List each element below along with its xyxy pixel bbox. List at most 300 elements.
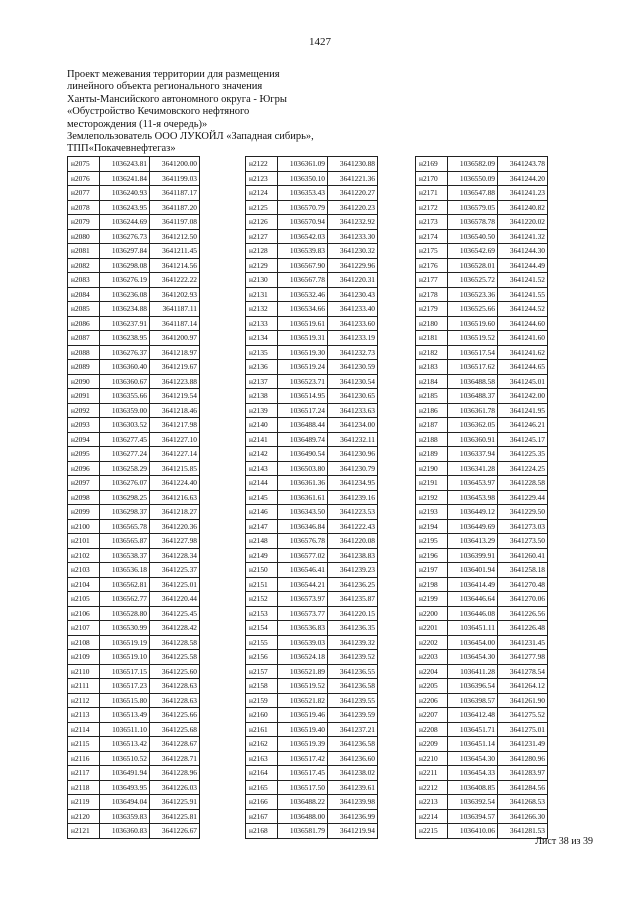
y-coordinate-cell: 3641229.50 bbox=[498, 505, 548, 520]
y-coordinate-cell: 3641275.01 bbox=[498, 722, 548, 737]
point-id-cell: н2165 bbox=[246, 780, 278, 795]
x-coordinate-cell: 1036513.49 bbox=[100, 708, 150, 723]
table-row bbox=[416, 751, 548, 766]
point-id-cell: н2098 bbox=[68, 490, 100, 505]
table-row bbox=[416, 476, 548, 491]
table-row bbox=[68, 447, 200, 462]
table-row bbox=[416, 606, 548, 621]
x-coordinate-cell: 1036361.61 bbox=[278, 490, 328, 505]
table-row bbox=[68, 606, 200, 621]
y-coordinate-cell: 3641223.53 bbox=[328, 505, 378, 520]
table-row bbox=[246, 737, 378, 752]
x-coordinate-cell: 1036540.50 bbox=[448, 229, 498, 244]
y-coordinate-cell: 3641223.88 bbox=[150, 374, 200, 389]
x-coordinate-cell: 1036413.29 bbox=[448, 534, 498, 549]
y-coordinate-cell: 3641241.62 bbox=[498, 345, 548, 360]
point-id-cell: н2188 bbox=[416, 432, 448, 447]
y-coordinate-cell: 3641224.25 bbox=[498, 461, 548, 476]
x-coordinate-cell: 1036513.42 bbox=[100, 737, 150, 752]
x-coordinate-cell: 1036412.48 bbox=[448, 708, 498, 723]
x-coordinate-cell: 1036392.54 bbox=[448, 795, 498, 810]
y-coordinate-cell: 3641236.58 bbox=[328, 679, 378, 694]
point-id-cell: н2156 bbox=[246, 650, 278, 665]
y-coordinate-cell: 3641220.02 bbox=[498, 215, 548, 230]
table-row bbox=[246, 563, 378, 578]
table-row bbox=[68, 418, 200, 433]
y-coordinate-cell: 3641228.34 bbox=[150, 548, 200, 563]
x-coordinate-cell: 1036353.43 bbox=[278, 186, 328, 201]
y-coordinate-cell: 3641241.60 bbox=[498, 331, 548, 346]
y-coordinate-cell: 3641228.63 bbox=[150, 679, 200, 694]
table-row bbox=[246, 273, 378, 288]
table-row bbox=[416, 418, 548, 433]
y-coordinate-cell: 3641268.53 bbox=[498, 795, 548, 810]
x-coordinate-cell: 1036449.69 bbox=[448, 519, 498, 534]
x-coordinate-cell: 1036542.69 bbox=[448, 244, 498, 259]
point-id-cell: н2084 bbox=[68, 287, 100, 302]
table-row bbox=[68, 795, 200, 810]
x-coordinate-cell: 1036414.49 bbox=[448, 577, 498, 592]
x-coordinate-cell: 1036523.71 bbox=[278, 374, 328, 389]
table-row bbox=[68, 664, 200, 679]
x-coordinate-cell: 1036528.80 bbox=[100, 606, 150, 621]
table-row bbox=[246, 795, 378, 810]
x-coordinate-cell: 1036488.58 bbox=[448, 374, 498, 389]
x-coordinate-cell: 1036532.46 bbox=[278, 287, 328, 302]
point-id-cell: н2114 bbox=[68, 722, 100, 737]
y-coordinate-cell: 3641232.92 bbox=[328, 215, 378, 230]
point-id-cell: н2178 bbox=[416, 287, 448, 302]
table-row bbox=[246, 679, 378, 694]
x-coordinate-cell: 1036519.10 bbox=[100, 650, 150, 665]
point-id-cell: н2094 bbox=[68, 432, 100, 447]
x-coordinate-cell: 1036519.31 bbox=[278, 331, 328, 346]
x-coordinate-cell: 1036570.94 bbox=[278, 215, 328, 230]
coordinates-table-3 bbox=[415, 156, 548, 839]
y-coordinate-cell: 3641226.67 bbox=[150, 824, 200, 839]
table-row bbox=[246, 200, 378, 215]
x-coordinate-cell: 1036519.30 bbox=[278, 345, 328, 360]
x-coordinate-cell: 1036519.52 bbox=[278, 679, 328, 694]
y-coordinate-cell: 3641230.65 bbox=[328, 389, 378, 404]
x-coordinate-cell: 1036511.10 bbox=[100, 722, 150, 737]
table-row bbox=[246, 171, 378, 186]
x-coordinate-cell: 1036276.73 bbox=[100, 229, 150, 244]
point-id-cell: н2132 bbox=[246, 302, 278, 317]
x-coordinate-cell: 1036573.77 bbox=[278, 606, 328, 621]
x-coordinate-cell: 1036567.90 bbox=[278, 258, 328, 273]
y-coordinate-cell: 3641228.42 bbox=[150, 621, 200, 636]
y-coordinate-cell: 3641239.98 bbox=[328, 795, 378, 810]
y-coordinate-cell: 3641226.03 bbox=[150, 780, 200, 795]
x-coordinate-cell: 1036565.87 bbox=[100, 534, 150, 549]
point-id-cell: н2166 bbox=[246, 795, 278, 810]
point-id-cell: н2097 bbox=[68, 476, 100, 491]
table-row bbox=[246, 403, 378, 418]
header-line: Ханты-Мансийского автономного округа - Югры bbox=[67, 93, 287, 105]
x-coordinate-cell: 1036453.97 bbox=[448, 476, 498, 491]
x-coordinate-cell: 1036528.01 bbox=[448, 258, 498, 273]
table-row bbox=[246, 258, 378, 273]
table-row bbox=[68, 476, 200, 491]
table-row bbox=[246, 244, 378, 259]
table-row bbox=[246, 418, 378, 433]
point-id-cell: н2125 bbox=[246, 200, 278, 215]
table-row bbox=[68, 186, 200, 201]
point-id-cell: н2215 bbox=[416, 824, 448, 839]
y-coordinate-cell: 3641236.99 bbox=[328, 809, 378, 824]
x-coordinate-cell: 1036361.78 bbox=[448, 403, 498, 418]
x-coordinate-cell: 1036298.37 bbox=[100, 505, 150, 520]
table-row bbox=[68, 577, 200, 592]
x-coordinate-cell: 1036237.91 bbox=[100, 316, 150, 331]
x-coordinate-cell: 1036489.74 bbox=[278, 432, 328, 447]
x-coordinate-cell: 1036454.30 bbox=[448, 751, 498, 766]
table-row bbox=[416, 345, 548, 360]
x-coordinate-cell: 1036519.52 bbox=[448, 331, 498, 346]
point-id-cell: н2177 bbox=[416, 273, 448, 288]
point-id-cell: н2117 bbox=[68, 766, 100, 781]
y-coordinate-cell: 3641226.56 bbox=[498, 606, 548, 621]
x-coordinate-cell: 1036394.57 bbox=[448, 809, 498, 824]
point-id-cell: н2103 bbox=[68, 563, 100, 578]
y-coordinate-cell: 3641239.59 bbox=[328, 708, 378, 723]
point-id-cell: н2095 bbox=[68, 447, 100, 462]
point-id-cell: н2211 bbox=[416, 766, 448, 781]
x-coordinate-cell: 1036236.08 bbox=[100, 287, 150, 302]
point-id-cell: н2183 bbox=[416, 360, 448, 375]
table-row bbox=[416, 215, 548, 230]
y-coordinate-cell: 3641261.90 bbox=[498, 693, 548, 708]
point-id-cell: н2088 bbox=[68, 345, 100, 360]
table-row bbox=[246, 621, 378, 636]
table-row bbox=[416, 157, 548, 172]
x-coordinate-cell: 1036488.37 bbox=[448, 389, 498, 404]
y-coordinate-cell: 3641187.17 bbox=[150, 186, 200, 201]
point-id-cell: н2147 bbox=[246, 519, 278, 534]
table-row bbox=[416, 287, 548, 302]
y-coordinate-cell: 3641243.78 bbox=[498, 157, 548, 172]
point-id-cell: н2143 bbox=[246, 461, 278, 476]
table-row bbox=[246, 215, 378, 230]
y-coordinate-cell: 3641239.55 bbox=[328, 693, 378, 708]
table-row bbox=[416, 432, 548, 447]
point-id-cell: н2144 bbox=[246, 476, 278, 491]
table-row bbox=[68, 534, 200, 549]
point-id-cell: н2192 bbox=[416, 490, 448, 505]
y-coordinate-cell: 3641237.21 bbox=[328, 722, 378, 737]
x-coordinate-cell: 1036538.37 bbox=[100, 548, 150, 563]
y-coordinate-cell: 3641236.35 bbox=[328, 621, 378, 636]
x-coordinate-cell: 1036238.95 bbox=[100, 331, 150, 346]
y-coordinate-cell: 3641239.61 bbox=[328, 780, 378, 795]
point-id-cell: н2194 bbox=[416, 519, 448, 534]
table-row bbox=[68, 592, 200, 607]
table-row bbox=[246, 606, 378, 621]
y-coordinate-cell: 3641227.10 bbox=[150, 432, 200, 447]
point-id-cell: н2134 bbox=[246, 331, 278, 346]
x-coordinate-cell: 1036517.24 bbox=[278, 403, 328, 418]
x-coordinate-cell: 1036244.69 bbox=[100, 215, 150, 230]
x-coordinate-cell: 1036488.44 bbox=[278, 418, 328, 433]
y-coordinate-cell: 3641225.81 bbox=[150, 809, 200, 824]
y-coordinate-cell: 3641228.67 bbox=[150, 737, 200, 752]
y-coordinate-cell: 3641241.52 bbox=[498, 273, 548, 288]
table-row bbox=[246, 693, 378, 708]
point-id-cell: н2090 bbox=[68, 374, 100, 389]
table-row bbox=[68, 389, 200, 404]
x-coordinate-cell: 1036542.03 bbox=[278, 229, 328, 244]
y-coordinate-cell: 3641228.58 bbox=[150, 635, 200, 650]
y-coordinate-cell: 3641219.54 bbox=[150, 389, 200, 404]
y-coordinate-cell: 3641197.08 bbox=[150, 215, 200, 230]
x-coordinate-cell: 1036539.03 bbox=[278, 635, 328, 650]
sheet-number: Лист 38 из 39 bbox=[535, 836, 593, 847]
table-row bbox=[246, 461, 378, 476]
table-row bbox=[68, 548, 200, 563]
point-id-cell: н2110 bbox=[68, 664, 100, 679]
x-coordinate-cell: 1036570.79 bbox=[278, 200, 328, 215]
x-coordinate-cell: 1036550.09 bbox=[448, 171, 498, 186]
point-id-cell: н2080 bbox=[68, 229, 100, 244]
point-id-cell: н2082 bbox=[68, 258, 100, 273]
table-row bbox=[416, 447, 548, 462]
x-coordinate-cell: 1036276.37 bbox=[100, 345, 150, 360]
point-id-cell: н2181 bbox=[416, 331, 448, 346]
y-coordinate-cell: 3641224.40 bbox=[150, 476, 200, 491]
table-row bbox=[416, 360, 548, 375]
y-coordinate-cell: 3641281.53 bbox=[498, 824, 548, 839]
point-id-cell: н2214 bbox=[416, 809, 448, 824]
point-id-cell: н2138 bbox=[246, 389, 278, 404]
x-coordinate-cell: 1036514.95 bbox=[278, 389, 328, 404]
x-coordinate-cell: 1036517.54 bbox=[448, 345, 498, 360]
y-coordinate-cell: 3641266.30 bbox=[498, 809, 548, 824]
x-coordinate-cell: 1036355.66 bbox=[100, 389, 150, 404]
table-row bbox=[416, 534, 548, 549]
header-line: линейного объекта регионального значения bbox=[67, 81, 263, 93]
table-row bbox=[416, 331, 548, 346]
point-id-cell: н2154 bbox=[246, 621, 278, 636]
y-coordinate-cell: 3641241.23 bbox=[498, 186, 548, 201]
table-row bbox=[68, 273, 200, 288]
y-coordinate-cell: 3641234.95 bbox=[328, 476, 378, 491]
y-coordinate-cell: 3641277.98 bbox=[498, 650, 548, 665]
x-coordinate-cell: 1036341.28 bbox=[448, 461, 498, 476]
y-coordinate-cell: 3641230.54 bbox=[328, 374, 378, 389]
table-row bbox=[246, 229, 378, 244]
x-coordinate-cell: 1036503.80 bbox=[278, 461, 328, 476]
y-coordinate-cell: 3641202.93 bbox=[150, 287, 200, 302]
point-id-cell: н2128 bbox=[246, 244, 278, 259]
point-id-cell: н2213 bbox=[416, 795, 448, 810]
x-coordinate-cell: 1036446.08 bbox=[448, 606, 498, 621]
y-coordinate-cell: 3641233.60 bbox=[328, 316, 378, 331]
x-coordinate-cell: 1036573.97 bbox=[278, 592, 328, 607]
x-coordinate-cell: 1036515.80 bbox=[100, 693, 150, 708]
x-coordinate-cell: 1036581.79 bbox=[278, 824, 328, 839]
table-row bbox=[68, 258, 200, 273]
y-coordinate-cell: 3641225.91 bbox=[150, 795, 200, 810]
point-id-cell: н2200 bbox=[416, 606, 448, 621]
point-id-cell: н2149 bbox=[246, 548, 278, 563]
y-coordinate-cell: 3641233.19 bbox=[328, 331, 378, 346]
point-id-cell: н2151 bbox=[246, 577, 278, 592]
x-coordinate-cell: 1036398.57 bbox=[448, 693, 498, 708]
point-id-cell: н2139 bbox=[246, 403, 278, 418]
point-id-cell: н2189 bbox=[416, 447, 448, 462]
x-coordinate-cell: 1036519.61 bbox=[278, 316, 328, 331]
y-coordinate-cell: 3641225.45 bbox=[150, 606, 200, 621]
point-id-cell: н2119 bbox=[68, 795, 100, 810]
table-row bbox=[416, 635, 548, 650]
y-coordinate-cell: 3641233.40 bbox=[328, 302, 378, 317]
table-row bbox=[246, 824, 378, 839]
table-row bbox=[68, 403, 200, 418]
y-coordinate-cell: 3641230.32 bbox=[328, 244, 378, 259]
x-coordinate-cell: 1036449.12 bbox=[448, 505, 498, 520]
table-row bbox=[416, 505, 548, 520]
table-row bbox=[416, 563, 548, 578]
y-coordinate-cell: 3641230.59 bbox=[328, 360, 378, 375]
table-row bbox=[246, 722, 378, 737]
y-coordinate-cell: 3641230.79 bbox=[328, 461, 378, 476]
x-coordinate-cell: 1036517.23 bbox=[100, 679, 150, 694]
y-coordinate-cell: 3641187.20 bbox=[150, 200, 200, 215]
table-row bbox=[68, 316, 200, 331]
table-row bbox=[246, 548, 378, 563]
table-row bbox=[246, 360, 378, 375]
y-coordinate-cell: 3641220.36 bbox=[150, 519, 200, 534]
x-coordinate-cell: 1036539.83 bbox=[278, 244, 328, 259]
point-id-cell: н2111 bbox=[68, 679, 100, 694]
x-coordinate-cell: 1036517.42 bbox=[278, 751, 328, 766]
y-coordinate-cell: 3641275.52 bbox=[498, 708, 548, 723]
x-coordinate-cell: 1036240.93 bbox=[100, 186, 150, 201]
x-coordinate-cell: 1036519.46 bbox=[278, 708, 328, 723]
y-coordinate-cell: 3641244.20 bbox=[498, 171, 548, 186]
x-coordinate-cell: 1036534.66 bbox=[278, 302, 328, 317]
y-coordinate-cell: 3641220.15 bbox=[328, 606, 378, 621]
x-coordinate-cell: 1036546.41 bbox=[278, 563, 328, 578]
x-coordinate-cell: 1036521.89 bbox=[278, 664, 328, 679]
x-coordinate-cell: 1036517.50 bbox=[278, 780, 328, 795]
x-coordinate-cell: 1036544.21 bbox=[278, 577, 328, 592]
point-id-cell: н2176 bbox=[416, 258, 448, 273]
y-coordinate-cell: 3641229.44 bbox=[498, 490, 548, 505]
y-coordinate-cell: 3641215.85 bbox=[150, 461, 200, 476]
point-id-cell: н2129 bbox=[246, 258, 278, 273]
y-coordinate-cell: 3641246.21 bbox=[498, 418, 548, 433]
table-row bbox=[68, 200, 200, 215]
y-coordinate-cell: 3641225.37 bbox=[150, 563, 200, 578]
x-coordinate-cell: 1036399.91 bbox=[448, 548, 498, 563]
x-coordinate-cell: 1036241.84 bbox=[100, 171, 150, 186]
point-id-cell: н2209 bbox=[416, 737, 448, 752]
point-id-cell: н2162 bbox=[246, 737, 278, 752]
header-line: Землепользователь ООО ЛУКОЙЛ «Западная сибирь», bbox=[67, 131, 314, 143]
y-coordinate-cell: 3641260.41 bbox=[498, 548, 548, 563]
table-row bbox=[416, 186, 548, 201]
point-id-cell: н2102 bbox=[68, 548, 100, 563]
table-row bbox=[416, 171, 548, 186]
coordinates-table-1 bbox=[67, 156, 200, 839]
y-coordinate-cell: 3641280.96 bbox=[498, 751, 548, 766]
table-row bbox=[68, 331, 200, 346]
point-id-cell: н2109 bbox=[68, 650, 100, 665]
point-id-cell: н2170 bbox=[416, 171, 448, 186]
y-coordinate-cell: 3641258.18 bbox=[498, 563, 548, 578]
table-row bbox=[416, 664, 548, 679]
point-id-cell: н2161 bbox=[246, 722, 278, 737]
table-row bbox=[416, 722, 548, 737]
table-row bbox=[416, 693, 548, 708]
y-coordinate-cell: 3641218.27 bbox=[150, 505, 200, 520]
point-id-cell: н2155 bbox=[246, 635, 278, 650]
point-id-cell: н2199 bbox=[416, 592, 448, 607]
point-id-cell: н2186 bbox=[416, 403, 448, 418]
table-row bbox=[416, 316, 548, 331]
y-coordinate-cell: 3641232.11 bbox=[328, 432, 378, 447]
table-row bbox=[246, 432, 378, 447]
y-coordinate-cell: 3641200.97 bbox=[150, 331, 200, 346]
point-id-cell: н2167 bbox=[246, 809, 278, 824]
table-row bbox=[68, 766, 200, 781]
y-coordinate-cell: 3641220.31 bbox=[328, 273, 378, 288]
x-coordinate-cell: 1036401.94 bbox=[448, 563, 498, 578]
point-id-cell: н2136 bbox=[246, 360, 278, 375]
x-coordinate-cell: 1036408.85 bbox=[448, 780, 498, 795]
point-id-cell: н2126 bbox=[246, 215, 278, 230]
x-coordinate-cell: 1036577.02 bbox=[278, 548, 328, 563]
y-coordinate-cell: 3641231.45 bbox=[498, 635, 548, 650]
point-id-cell: н2106 bbox=[68, 606, 100, 621]
point-id-cell: н2113 bbox=[68, 708, 100, 723]
y-coordinate-cell: 3641225.58 bbox=[150, 650, 200, 665]
x-coordinate-cell: 1036519.40 bbox=[278, 722, 328, 737]
x-coordinate-cell: 1036454.00 bbox=[448, 635, 498, 650]
y-coordinate-cell: 3641239.23 bbox=[328, 563, 378, 578]
y-coordinate-cell: 3641218.46 bbox=[150, 403, 200, 418]
point-id-cell: н2158 bbox=[246, 679, 278, 694]
x-coordinate-cell: 1036536.18 bbox=[100, 563, 150, 578]
table-row bbox=[416, 229, 548, 244]
point-id-cell: н2195 bbox=[416, 534, 448, 549]
point-id-cell: н2168 bbox=[246, 824, 278, 839]
table-row bbox=[416, 577, 548, 592]
y-coordinate-cell: 3641273.03 bbox=[498, 519, 548, 534]
point-id-cell: н2179 bbox=[416, 302, 448, 317]
point-id-cell: н2142 bbox=[246, 447, 278, 462]
x-coordinate-cell: 1036562.81 bbox=[100, 577, 150, 592]
point-id-cell: н2159 bbox=[246, 693, 278, 708]
header-line: ТПП«Покачевнефтегаз» bbox=[67, 143, 176, 155]
coordinates-table-2 bbox=[245, 156, 378, 839]
table-row bbox=[68, 722, 200, 737]
y-coordinate-cell: 3641226.48 bbox=[498, 621, 548, 636]
x-coordinate-cell: 1036491.94 bbox=[100, 766, 150, 781]
x-coordinate-cell: 1036234.88 bbox=[100, 302, 150, 317]
point-id-cell: н2140 bbox=[246, 418, 278, 433]
table-row bbox=[246, 592, 378, 607]
point-id-cell: н2091 bbox=[68, 389, 100, 404]
table-row bbox=[68, 679, 200, 694]
y-coordinate-cell: 3641187.14 bbox=[150, 316, 200, 331]
x-coordinate-cell: 1036510.52 bbox=[100, 751, 150, 766]
y-coordinate-cell: 3641214.56 bbox=[150, 258, 200, 273]
x-coordinate-cell: 1036519.39 bbox=[278, 737, 328, 752]
point-id-cell: н2078 bbox=[68, 200, 100, 215]
